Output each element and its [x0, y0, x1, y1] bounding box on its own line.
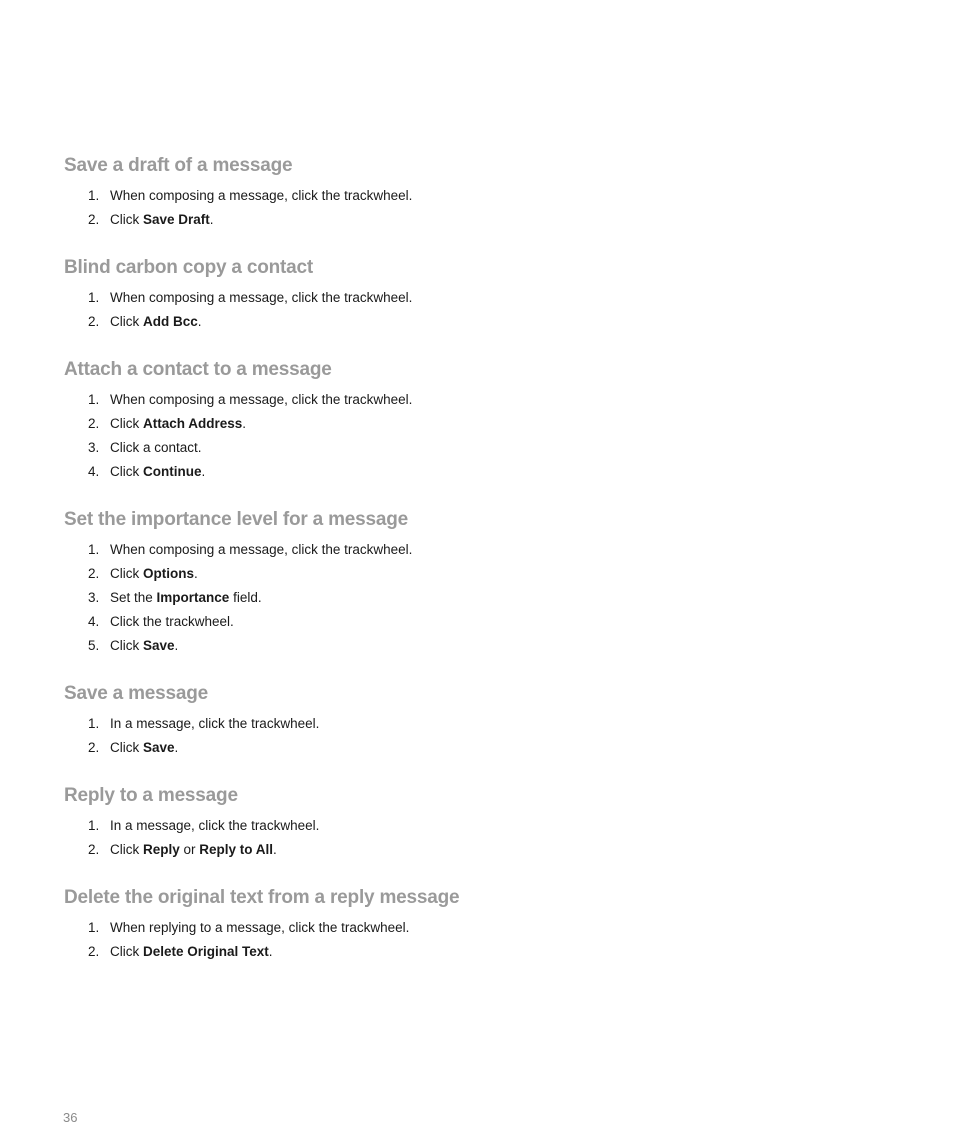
step-item [64, 736, 884, 760]
step-item [64, 838, 884, 862]
step-text-fragment: or [179, 842, 200, 857]
step-text-fragment: Click a contact. [110, 440, 202, 455]
step-text-fragment: . [273, 842, 277, 857]
steps-list [64, 916, 884, 964]
step-number: 2. [88, 212, 100, 227]
step-text-fragment: field. [229, 590, 262, 605]
step-number: 1. [88, 188, 100, 203]
step-text [110, 940, 273, 964]
step-item [64, 460, 884, 484]
step-ui-term: Delete Original Text [143, 944, 269, 959]
section-spacer [64, 658, 884, 680]
step-item [64, 916, 884, 940]
step-number: 1. [88, 716, 100, 731]
step-number: 2. [88, 416, 100, 431]
steps-list [64, 712, 884, 760]
step-number: 2. [88, 842, 100, 857]
section-spacer [64, 484, 884, 506]
step-text-fragment: . [201, 464, 206, 479]
step-text-fragment: Set the [110, 590, 157, 605]
step-text-fragment: . [209, 212, 214, 227]
section-spacer [64, 232, 884, 254]
step-number: 1. [88, 290, 100, 305]
step-number: 1. [88, 818, 100, 833]
instruction-section [64, 152, 884, 254]
step-ui-term: Continue [143, 464, 202, 479]
section-heading: Save a message [64, 683, 209, 704]
steps-list [64, 538, 884, 658]
section-spacer [64, 862, 884, 884]
step-text [110, 814, 319, 838]
section-heading: Delete the original text from a reply message [64, 887, 460, 908]
step-number: 1. [88, 920, 100, 935]
steps-list [64, 184, 884, 232]
section-heading: Blind carbon copy a contact [64, 257, 314, 278]
step-text-fragment: Click [110, 464, 143, 479]
instruction-section [64, 254, 884, 356]
step-text-fragment: In a message, click the trackwheel. [110, 716, 320, 731]
step-text-fragment: . [194, 566, 198, 581]
step-item [64, 286, 884, 310]
step-item [64, 634, 884, 658]
step-text-fragment: Click [110, 944, 143, 959]
step-item [64, 814, 884, 838]
step-text-fragment: Click the trackwheel. [110, 614, 234, 629]
step-text-fragment: . [268, 944, 273, 959]
step-text [110, 388, 412, 412]
instruction-section [64, 884, 884, 964]
step-text-fragment: Click [110, 212, 143, 227]
step-number: 2. [88, 314, 100, 329]
step-ui-term: Save [143, 740, 175, 755]
step-text-fragment: When composing a message, click the trackwheel. [110, 188, 413, 203]
step-text [110, 184, 412, 208]
step-text-fragment: When replying to a message, click the trackwheel. [110, 920, 410, 935]
step-text [110, 736, 178, 760]
step-item [64, 388, 884, 412]
section-heading: Set the importance level for a message [64, 509, 409, 530]
section-spacer [64, 334, 884, 356]
instruction-section [64, 506, 884, 680]
step-text [110, 412, 246, 436]
section-heading: Attach a contact to a message [64, 359, 332, 380]
section-spacer [64, 760, 884, 782]
step-text-fragment: . [174, 638, 179, 653]
steps-list [64, 388, 884, 484]
step-item [64, 538, 884, 562]
step-text [110, 436, 202, 460]
page-number: 36 [63, 1110, 78, 1125]
step-text-fragment: Click [110, 842, 143, 857]
step-text-fragment: When composing a message, click the trackwheel. [110, 542, 413, 557]
steps-list [64, 286, 884, 334]
step-number: 2. [88, 944, 100, 959]
step-text [110, 562, 198, 586]
step-item [64, 436, 884, 460]
step-item [64, 712, 884, 736]
step-number: 2. [88, 566, 100, 581]
step-text [110, 712, 319, 736]
step-ui-term: Save Draft [143, 212, 210, 227]
step-item [64, 184, 884, 208]
step-text [110, 838, 277, 862]
step-text [110, 586, 262, 610]
step-number: 3. [88, 590, 100, 605]
section-heading: Save a draft of a message [64, 155, 293, 176]
instruction-section [64, 356, 884, 506]
step-text [110, 286, 412, 310]
step-ui-term: Save [143, 638, 175, 653]
step-text [110, 310, 202, 334]
step-ui-term: Reply [143, 842, 180, 857]
steps-list [64, 814, 884, 862]
step-text [110, 610, 234, 634]
step-number: 1. [88, 392, 100, 407]
step-text [110, 916, 409, 940]
step-number: 5. [88, 638, 100, 653]
step-item [64, 940, 884, 964]
step-text-fragment: Click [110, 638, 143, 653]
step-text-fragment: . [242, 416, 247, 431]
step-text [110, 460, 205, 484]
step-ui-term: Options [143, 566, 194, 581]
step-text-fragment: Click [110, 314, 143, 329]
section-heading: Reply to a message [64, 785, 238, 806]
instruction-section [64, 680, 884, 782]
step-item [64, 586, 884, 610]
step-ui-term: Attach Address [143, 416, 243, 431]
step-number: 3. [88, 440, 100, 455]
step-text [110, 208, 214, 232]
step-item [64, 562, 884, 586]
step-item [64, 310, 884, 334]
step-text-fragment: In a message, click the trackwheel. [110, 818, 320, 833]
step-number: 1. [88, 542, 100, 557]
step-text-fragment: Click [110, 416, 143, 431]
step-text-fragment: Click [110, 566, 143, 581]
step-text-fragment: . [197, 314, 202, 329]
step-text-fragment: When composing a message, click the trackwheel. [110, 290, 413, 305]
step-text [110, 634, 178, 658]
step-number: 2. [88, 740, 100, 755]
step-item [64, 610, 884, 634]
step-text [110, 538, 412, 562]
step-ui-term: Importance [156, 590, 230, 605]
step-ui-term: Reply to All [199, 842, 274, 857]
step-ui-term: Add Bcc [143, 314, 198, 329]
step-number: 4. [88, 464, 100, 479]
step-text-fragment: When composing a message, click the trackwheel. [110, 392, 413, 407]
step-item [64, 208, 884, 232]
step-number: 4. [88, 614, 100, 629]
document-content [64, 152, 884, 964]
step-text-fragment: . [174, 740, 179, 755]
step-text-fragment: Click [110, 740, 143, 755]
instruction-section [64, 782, 884, 884]
step-item [64, 412, 884, 436]
